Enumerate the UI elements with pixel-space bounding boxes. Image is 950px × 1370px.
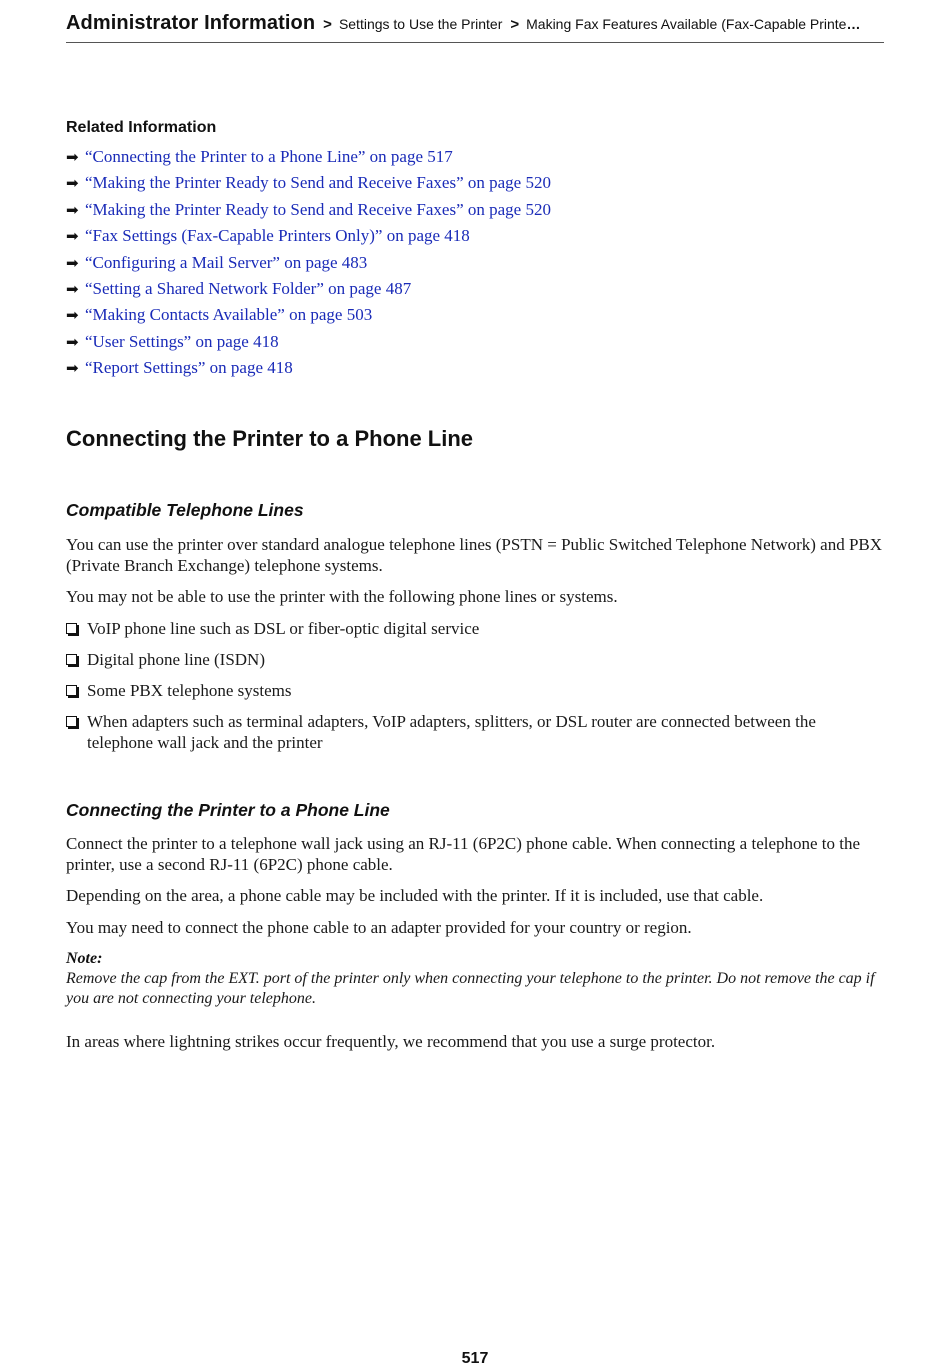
connecting-printer-title: Connecting the Printer to a Phone Line	[66, 800, 390, 820]
related-link-item	[66, 170, 551, 196]
checkbox-bullet-icon	[66, 654, 77, 665]
list-item	[66, 649, 884, 670]
right-arrow-icon: ➡	[66, 200, 79, 219]
related-link[interactable]: “Fax Settings (Fax-Capable Printers Only)” on page 418	[85, 226, 470, 246]
right-arrow-icon: ➡	[66, 227, 79, 246]
related-link-item	[66, 250, 551, 276]
related-link[interactable]: “Making the Printer Ready to Send and Receive Faxes” on page 520	[85, 199, 551, 219]
compatible-lines-title: Compatible Telephone Lines	[66, 500, 304, 520]
document-page	[66, 0, 884, 1370]
breadcrumb	[66, 12, 884, 43]
related-link-item	[66, 276, 551, 302]
list-item	[66, 680, 884, 701]
related-link[interactable]: “Making the Printer Ready to Send and Receive Faxes” on page 520	[85, 173, 551, 193]
related-link-item	[66, 144, 551, 170]
related-link[interactable]: “Connecting the Printer to a Phone Line” on page 517	[85, 147, 453, 166]
paragraph: In areas where lightning strikes occur frequently, we recommend that you use a surge protector.	[66, 1032, 716, 1051]
paragraph: You may need to connect the phone cable to an adapter provided for your country or region.	[66, 918, 692, 937]
list-item-text: VoIP phone line such as DSL or fiber-optic digital service	[87, 619, 480, 638]
right-arrow-icon: ➡	[66, 253, 79, 272]
breadcrumb-item-fax-features[interactable]: Making Fax Features Available (Fax-Capable Printe	[526, 16, 847, 32]
page-number: 517	[461, 1350, 489, 1367]
checkbox-bullet-icon	[66, 716, 77, 727]
related-link-item	[66, 197, 551, 223]
list-item-text: Digital phone line (ISDN)	[87, 650, 265, 669]
related-information-heading: Related Information	[66, 119, 217, 136]
related-link-item	[66, 223, 551, 249]
right-arrow-icon: ➡	[66, 279, 79, 298]
section-title: Connecting the Printer to a Phone Line	[66, 426, 474, 451]
related-link-item	[66, 329, 551, 355]
related-link[interactable]: “User Settings” on page 418	[85, 331, 279, 351]
list-item-text: Some PBX telephone systems	[87, 681, 292, 700]
right-arrow-icon: ➡	[66, 332, 79, 351]
right-arrow-icon: ➡	[66, 148, 79, 166]
breadcrumb-separator: >	[323, 16, 332, 33]
related-link[interactable]: “Making Contacts Available” on page 503	[85, 305, 373, 325]
related-link[interactable]: “Configuring a Mail Server” on page 483	[85, 252, 368, 272]
related-links-list	[66, 144, 551, 382]
incompatible-lines-list	[66, 618, 884, 763]
related-link[interactable]: “Report Settings” on page 418	[85, 358, 293, 378]
breadcrumb-title: Administrator Information	[66, 12, 316, 34]
right-arrow-icon: ➡	[66, 174, 79, 193]
list-item	[66, 618, 884, 639]
related-link-item	[66, 355, 551, 381]
list-item	[66, 711, 884, 753]
breadcrumb-item-settings[interactable]: Settings to Use the Printer	[338, 16, 503, 32]
paragraph: Connect the printer to a telephone wall jack using an RJ-11 (6P2C) phone cable. When connecting a telephone to the printer, use a second RJ-11 (6P2C) phone cable.	[66, 834, 861, 874]
paragraph: You may not be able to use the printer with the following phone lines or systems.	[66, 587, 618, 606]
right-arrow-icon: ➡	[66, 359, 79, 378]
checkbox-bullet-icon	[66, 685, 77, 696]
note-text: Remove the cap from the EXT. port of the printer only when connecting your telephone to the printer. Do not remove the cap if you are not connecting your telephone.	[66, 970, 875, 1007]
list-item-text: When adapters such as terminal adapters, VoIP adapters, splitters, or DSL router are connected between the telephone wall jack and the printer	[87, 712, 816, 752]
right-arrow-icon: ➡	[66, 306, 79, 325]
related-link[interactable]: “Setting a Shared Network Folder” on page 487	[85, 278, 412, 298]
paragraph: You can use the printer over standard analogue telephone lines (PSTN = Public Switched Telephone Network) and PBX (Private Branch Exchange) telephone systems.	[66, 535, 883, 575]
note-label: Note:	[66, 950, 103, 967]
related-link-item	[66, 302, 551, 328]
checkbox-bullet-icon	[66, 623, 77, 634]
breadcrumb-ellipsis: …	[846, 16, 861, 32]
breadcrumb-separator: >	[510, 16, 520, 33]
paragraph: Depending on the area, a phone cable may be included with the printer. If it is included, use that cable.	[66, 886, 764, 905]
